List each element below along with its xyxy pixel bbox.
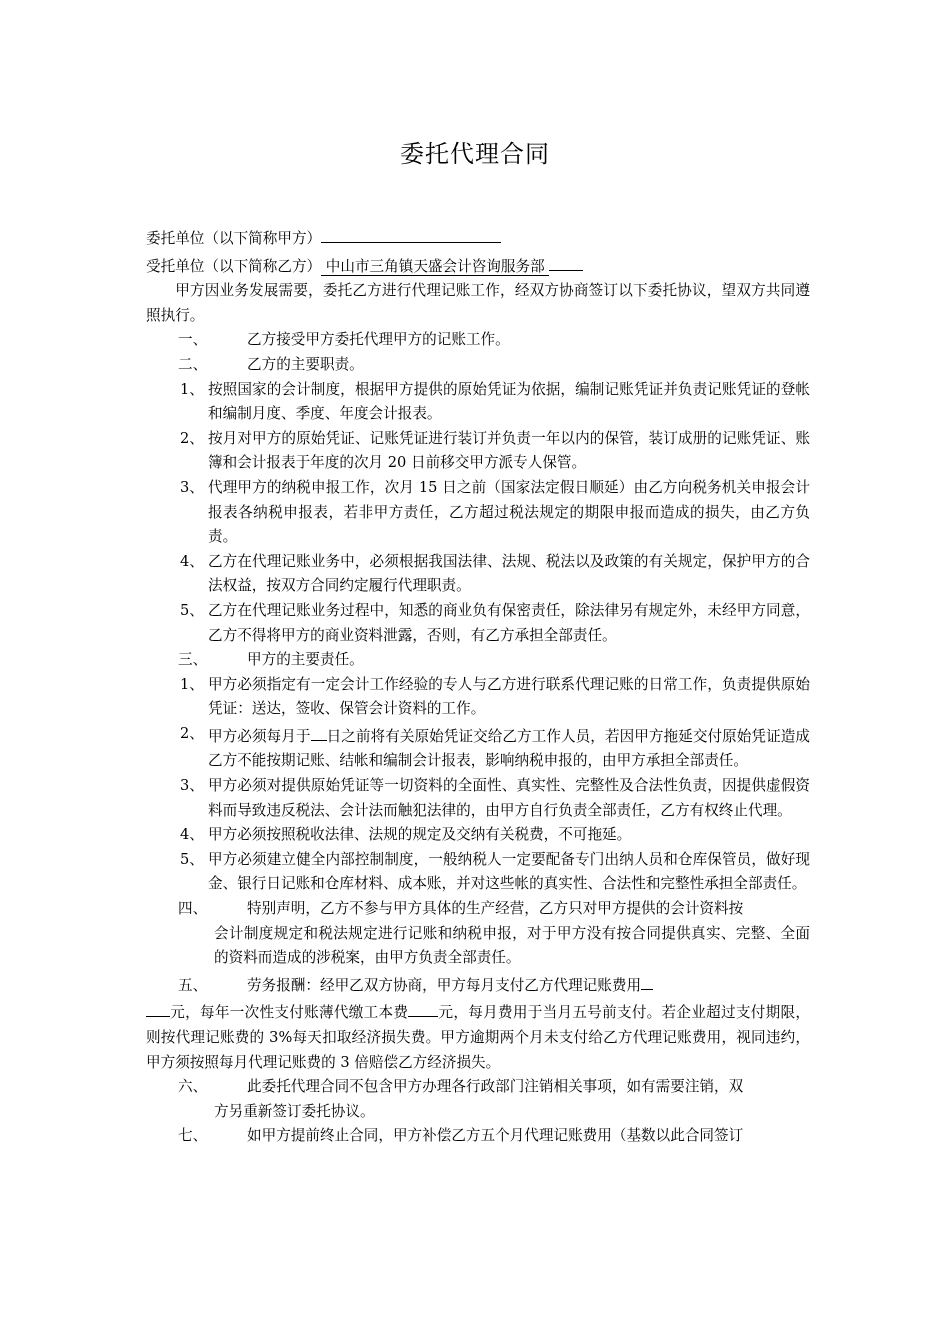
- party-a-label: 委托单位（以下简称甲方）: [146, 230, 322, 247]
- list-item: [180, 550, 810, 599]
- party-b-line: [146, 252, 810, 280]
- document-title: 委托代理合同: [400, 140, 550, 168]
- list-item-num: 4、: [180, 826, 204, 844]
- list-item-text: 甲方必须建立健全内部控制制度，一般纳税人一定要配备专门出纳人员和仓库保管员，做好现金、银行日记账和仓库材料、成本账，并对这些帐的真实性、合法性和完整性承担全部责任。: [208, 850, 810, 893]
- section-5-num: 五、: [178, 976, 208, 994]
- section-7: [146, 1124, 810, 1149]
- section-4-num: 四、: [178, 900, 208, 918]
- section-2: [146, 353, 810, 378]
- list-item-num: 3、: [180, 777, 204, 795]
- list-item-text: 甲方必须指定有一定会计工作经验的专人与乙方进行联系代理记账的日常工作，负责提供原始凭证：送达，签收、保管会计资料的工作。: [208, 675, 810, 718]
- document-body: [146, 224, 810, 1149]
- section-3-num: 三、: [178, 651, 208, 669]
- list-item: [180, 378, 810, 427]
- list-item-num: 5、: [180, 850, 204, 868]
- list-item: [180, 848, 810, 897]
- section-2-num: 二、: [178, 355, 208, 373]
- section-2-text: 乙方的主要职责。: [247, 355, 364, 373]
- list-item-text: 乙方在代理记账业务中，必须根据我国法律、法规、税法以及政策的有关规定，保护甲方的合法权益，按双方合同约定履行代理职责。: [208, 552, 810, 595]
- list-item-text: 甲方必须按照税收法律、法规的规定及交纳有关税费，不可拖延。: [208, 826, 632, 844]
- list-item-num: 1、: [180, 380, 204, 398]
- list-item: [180, 673, 810, 722]
- party-b-value: 中山市三角镇天盛会计咨询服务部: [321, 257, 550, 275]
- section-5-text-b: 元，每月费用于当月五号前支付。若企业超过支付期限，则按代理记账费的 3%每天扣取经济损失费。甲方逾期两个月未支付给乙方代理记账费用，视同违约，甲方须按照每月代理记账费的 3 倍赔偿乙方经济损失。: [146, 1004, 810, 1071]
- list-item-text: 乙方在代理记账业务过程中，知悉的商业负有保密责任，除法律另有规定外，未经甲方同意，乙方不得将甲方的商业资料泄露，否则，有乙方承担全部责任。: [208, 601, 810, 644]
- list-item-num: 2、: [180, 429, 204, 447]
- section-5-text-a: 元，每年一次性支付账薄代缴工本费: [170, 1004, 409, 1022]
- list-item: [180, 823, 810, 848]
- list-item-num: 1、: [180, 675, 204, 693]
- section-6-text-first: 此委托代理合同不包含甲方办理各行政部门注销相关事项，如有需要注销，双: [247, 1078, 744, 1096]
- list-item-text: 代理甲方的纳税申报工作，次月 15 日之前（国家法定假日顺延）由乙方向税务机关申报会计报表各纳税申报表，若非甲方责任，乙方超过税法规定的期限申报而造成的损失，由乙方负责。: [208, 478, 810, 546]
- section-1-text: 乙方接受甲方委托代理甲方的记账工作。: [247, 331, 510, 349]
- list-item-text: 按照国家的会计制度，根据甲方提供的原始凭证为依据，编制记账凭证并负责记账凭证的登帐和编制月度、季度、年度会计报表。: [208, 380, 810, 423]
- section-6-num: 六、: [178, 1078, 208, 1096]
- party-b-label: 受托单位（以下简称乙方）: [146, 257, 322, 275]
- intro-paragraph: 甲方因业务发展需要，委托乙方进行代理记账工作，经双方协商签订以下委托协议，望双方共同遵照执行。: [146, 282, 810, 324]
- section-4-text-rest: 会计制度规定和税法规定进行记账和纳税申报，对于甲方没有按合同提供真实、完整、全面的资料而造成的涉税案，由甲方负责全部责任。: [214, 924, 810, 967]
- list-item: [180, 427, 810, 476]
- section-3: [146, 648, 810, 673]
- fee-blank-1: [641, 971, 653, 990]
- party-a-line: [146, 224, 810, 252]
- section-1-num: 一、: [178, 331, 208, 349]
- day-blank: [311, 722, 327, 741]
- section-7-num: 七、: [178, 1127, 208, 1145]
- section-6-text-rest: 方另重新签订委托协议。: [214, 1102, 375, 1120]
- section-5-continuation: [146, 998, 810, 1075]
- section-5: [146, 971, 810, 999]
- list-item-num: 4、: [180, 552, 204, 570]
- party-a-blank: [321, 224, 501, 243]
- list-item-text: 按月对甲方的原始凭证、记账凭证进行装订并负责一年以内的保管，装订成册的记账凭证、账簿和会计报表于年度的次月 20 日前移交甲方派专人保管。: [208, 429, 810, 472]
- fee-blank-2: [146, 998, 170, 1017]
- list-item-num: 5、: [180, 601, 204, 619]
- section-4-text-first: 特别声明，乙方不参与甲方具体的生产经营，乙方只对甲方提供的会计资料按: [247, 900, 744, 918]
- section-5-text-first: 劳务报酬：经甲乙双方协商，甲方每月支付乙方代理记账费用: [247, 976, 642, 994]
- list-item-num: 2、: [180, 724, 204, 742]
- list-item: [180, 476, 810, 550]
- party-b-blank-tail: [549, 252, 583, 271]
- section-1: [146, 328, 810, 353]
- section-7-text-first: 如甲方提前终止合同，甲方补偿乙方五个月代理记账费用（基数以此合同签订: [247, 1127, 744, 1145]
- list-item: [180, 722, 810, 774]
- section-3-text: 甲方的主要责任。: [247, 651, 364, 669]
- fee-blank-3: [408, 998, 438, 1017]
- list-item-num: 3、: [180, 478, 204, 496]
- section-6: [146, 1075, 810, 1100]
- list-item-text-a: 甲方必须每月于: [208, 727, 311, 745]
- list-item-text-b: 日之前将有关原始凭证交给乙方工作人员，若因甲方拖延交付原始凭证造成乙方不能按期记账、结帐和编制会计报表，影响纳税申报的，由甲方承担全部责任。: [208, 727, 810, 770]
- list-item: [180, 599, 810, 648]
- section-4: [146, 897, 810, 922]
- list-item-text: 甲方必须对提供原始凭证等一切资料的全面性、真实性、完整性及合法性负责，因提供虚假资料而导致违反税法、会计法而触犯法律的，由甲方自行负责全部责任，乙方有权终止代理。: [208, 777, 810, 819]
- list-item: [180, 774, 810, 823]
